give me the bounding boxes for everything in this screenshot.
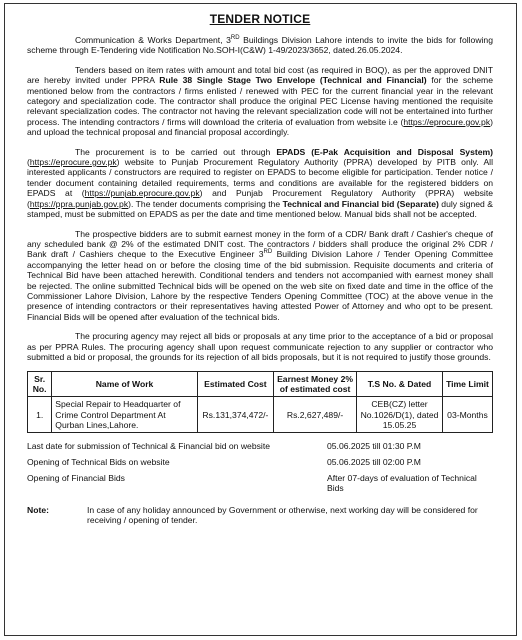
basis-text-b: for the scheme mentioned below from the contractors / firms enlisted / renewed with PEC for the current financial year in the relevant category and specialization code. The contractor shall produce the original PEC License having mentioned the requisite relevant specialization codes. The contractor not having the relevant specialization code will not be entertained into further process. The intending contractors / firms will download the criteria of evaluation from website i.e ( (27, 75, 493, 127)
intro-paragraph (27, 35, 493, 56)
document-page (4, 3, 517, 636)
header-time: Time Limit (442, 372, 492, 397)
cell-name: Special Repair to Headquarter of Crime Control Department At Qurban Lines,Lahore. (52, 397, 197, 433)
schedule-label: Opening of Technical Bids on website (27, 456, 170, 467)
works-table (27, 371, 493, 433)
proc-bid-bold: Technical and Financial bid (Separate) (282, 198, 439, 209)
proc-text-d: ) and Punjab Procurement Regulatory Authority (PPRA) website ( (27, 188, 493, 209)
header-name: Name of Work (52, 372, 197, 397)
eprocure-link[interactable]: https://eprocure.gov.pk (403, 116, 491, 127)
note-label: Note: (27, 504, 49, 515)
punjab-eprocure-link[interactable]: https://punjab.eprocure.gov.pk (84, 188, 200, 199)
table-header-row (28, 372, 493, 397)
schedule-label: Opening of Financial Bids (27, 472, 125, 483)
header-sr: Sr. No. (28, 372, 52, 397)
schedule-label: Last date for submission of Technical & Financial bid on website (27, 440, 270, 451)
proc-text-b: ( (27, 157, 30, 168)
schedule-item (27, 441, 493, 451)
earnest-text-b: Building Division Lahore / Tender Opening Committee accompanying the letter head on or before the closing time of the bid submission. Requisite documents and criteria of Technical Bid have been attached herewith. Conditional tenders and tenders not accompanied with earnest money shall be rejected. The online submitted Technical bids will be opened on the web site on fixed date and time in the office of the Commissioner Lahore Division, Lahore by the respective Tenders Opening Committee (TOC) at the above venue in the presence of intending contractors or their representatives having attested Power of Attorney and who opt to be present. Financial Bids will be opened after evaluation of the technical bids. (27, 249, 493, 322)
intro-text-b: Buildings Division Lahore intends to invite the bids for following scheme through E-Tendering vide Notification No.SOH-I(C&W) 1-49/2023/3652, dated.26.05.2024. (27, 35, 493, 56)
schedule-value: 05.06.2025 till 02:00 P.M (327, 456, 421, 467)
cell-time: 03-Months (442, 397, 492, 433)
schedule-value: 05.06.2025 till 01:30 P.M (327, 440, 421, 451)
cell-sr: 1. (28, 397, 52, 433)
cell-earnest: Rs.2,627,489/- (274, 397, 357, 433)
proc-epads-bold: EPADS (E-Pak Acquisition and Disposal System) (276, 146, 494, 157)
schedule-list (27, 441, 493, 493)
schedule-item (27, 473, 493, 493)
header-ts: T.S No. & Dated (357, 372, 443, 397)
page-title: TENDER NOTICE (209, 12, 311, 26)
procurement-paragraph (27, 147, 493, 220)
earnest-money-paragraph (27, 229, 493, 323)
proc-text-e: ). The tender documents comprising the (128, 198, 283, 209)
basis-rule-bold: Rule 38 Single Stage Two Envelope (Technical and Financial) (159, 75, 427, 86)
basis-text-c: ) and upload the technical proposal and financial proposal accordingly. (27, 116, 493, 138)
schedule-item (27, 457, 493, 467)
table-row (28, 397, 493, 433)
cell-ts: CEB(CZ) letter No.1026/D(1), dated 15.05.25 (357, 397, 443, 433)
proc-text-c: ) website to Punjab Procurement Regulatory Authority (PPRA) developed by PITB only. All interested applicants / constructors are required to register on EPADS to become eligible for participation. Tender notice / tender document containing detailed requirements, terms and conditions are available for the registered bidders on EPADS at ( (27, 157, 493, 199)
document-content (27, 12, 493, 526)
note-text: In case of any holiday announced by Government or otherwise, next working day will be considered for receiving / opening of tender. (87, 504, 478, 526)
earnest-text-a: The prospective bidders are to submit earnest money in the form of a CDR/ Bank draft / Cashier's cheque of any scheduled bank @ 2% of the estimated DNIT cost. The contractors / bidders shall produce the original 2% CDR / Bank draft / Cashiers cheque to the Executive Engineer 3 (27, 228, 493, 260)
intro-text-a: Communication & Works Department, 3 (75, 35, 231, 45)
eprocure-link-2[interactable]: https://eprocure.gov.pk (29, 157, 117, 168)
note-section (27, 505, 493, 526)
intro-sup: RD (230, 35, 240, 42)
proc-text-f: duly signed & stamped, must be submitted on EPADS as per the date and time mentioned below. Manual bids shall not be accepted. (27, 198, 493, 220)
basis-text-a: Tenders based on item rates with amount and total bid cost (as required in BOQ), as per the approved DNIT are hereby invited under PPRA (27, 64, 493, 86)
rejection-paragraph: The procuring agency may reject all bids or proposals at any time prior to the acceptance of a bid or proposal as per PPRA Rules. The procuring agency shall upon request communicate rejection to any supplier or contractor who submitted a bid or proposal, the grounds for its rejection of all bids proposals, but it is not required to justify those grounds. (27, 331, 493, 362)
ppra-link[interactable]: https://ppra.punjab.gov.pk (29, 198, 129, 209)
header-earnest: Earnest Money 2% of estimated cost (274, 372, 357, 397)
cell-cost: Rs.131,374,472/- (197, 397, 273, 433)
proc-text-a: The procurement is to be carried out through (75, 146, 277, 157)
tender-basis-paragraph (27, 65, 493, 138)
header-cost: Estimated Cost (197, 372, 273, 397)
schedule-value: After 07-days of evaluation of Technical Bids (327, 472, 477, 493)
earnest-sup: RD (263, 249, 273, 256)
